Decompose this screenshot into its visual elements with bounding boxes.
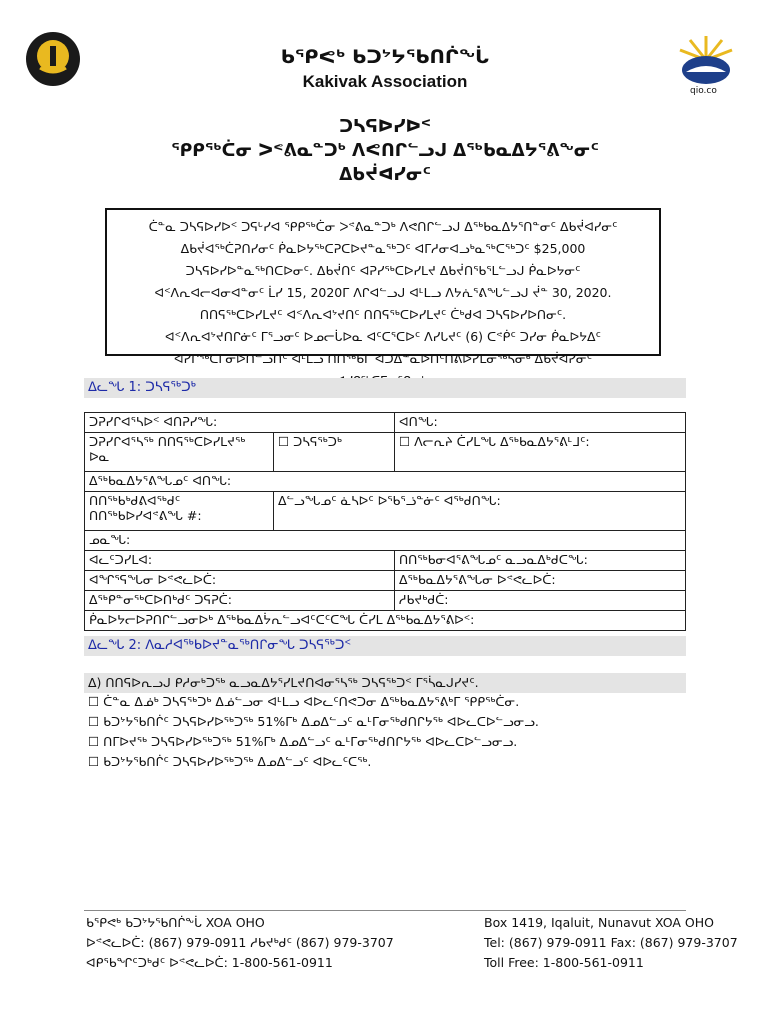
email-field[interactable]: ᐃᖅᑭᓐᓂᖅᑕᐅᑎᒃᑯᑦ ᑐᕋᕈᑖ:	[85, 591, 395, 611]
applicant-checkbox[interactable]: ☐ ᑐᓴᕋᖅᑐᒃ	[274, 433, 395, 472]
business-revenue-field[interactable]: ᑮᓇᐅᔭᓕᐅᕈᑎᒋᓪᓗᓂᐅᒃ ᐃᖅᑲᓇᐃᔮᕆᓪᓗᐊᑦᑕᑦᑕᖓ ᑖᓯᒪ ᐃᖅᑲᓇᐃᔭᕐᕕᐅᑉ:	[85, 611, 686, 631]
option-checkbox-4[interactable]: ☐ ᑲᑐᔾᔭᕐᑲᑎᒌᑦ ᑐᓴᕋᐅᓯᐅᖅᑐᖅ ᐃᓄᐃᓪᓗᑦ ᐊᐅᓚᑦᑕᖅ.	[88, 754, 372, 769]
fax-field[interactable]: ᓱᑲᔪᒃᑯᑖ:	[395, 591, 686, 611]
footer-right	[484, 913, 738, 973]
business-name-field[interactable]: ᐃᖅᑲᓇᐃᔭᕐᕕᖓᓄᑦ ᐊᑎᖓ:	[85, 472, 686, 492]
section-1-heading: ᐃᓚᖓ 1: ᑐᓴᕋᖅᑐᒃ	[84, 378, 686, 398]
section-2-subheading: ᐃ) ᑎᑎᕋᐅᕆᓗᒍ ᑭᓱᓂᒃᑐᖅ ᓇᓗᓇᐃᔭᕐᓯᒪᔪᑎᐊᓂᕐᓴᖅ ᑐᓴᕋᖅᑐᑉ ᒥᕐᓵᓇᒍᓯᔪᑦ.	[84, 673, 686, 693]
name-field[interactable]: ᐊᑎᖓ:	[395, 413, 686, 433]
contact-field[interactable]: ᐊᓚᑦᑐᓯᒪᐊ:	[85, 551, 395, 571]
community-field[interactable]: ᓄᓇᖓ:	[85, 531, 686, 551]
applicant-form-table	[84, 412, 686, 631]
address-field[interactable]: ᐃᓪᓗᖓᓄᑦ ᓈᓴᐅᑦ ᐅᖃᕐᓘᓐᓃᑦ ᐊᖅᑯᑎᖓ:	[274, 492, 686, 531]
footer-right-line: Box 1419, Iqaluit, Nunavut XOA OHO	[484, 915, 714, 930]
option-checkbox-2[interactable]: ☐ ᑲᑐᔾᔭᕐᑲᑎᒌᑦ ᑐᓴᕋᐅᓯᐅᖅᑐᖅ 51%ᒥᒃ ᐃᓄᐃᓪᓗᑦ ᓇᒻᒥᓂᖅᑯᑎᒋᔭᖅ ᐊᐅᓚᑕᐅᓪᓗᓂᓗ.	[88, 714, 539, 729]
org-name-english: Kakivak Association	[302, 72, 468, 91]
postal-code-field[interactable]: ᑎᑎᖅᑲᓂᐊᕐᕕᖓᓄᑦ ᓇᓗᓇᐃᒃᑯᑕᖓ:	[395, 551, 686, 571]
footer-left-line: ᐊᑭᖃᖏᑦᑐᒃᑯᑦ ᐅᕝᕙᓚᐅᑖ: 1-800-561-0911	[86, 955, 333, 970]
footer-left-line: ᐅᕝᕙᓚᐅᑖ: (867) 979-0911 ᓱᑲᔪᒃᑯᑦ (867) 979-3707	[86, 935, 394, 950]
option-checkbox-1[interactable]: ☐ ᑖᓐᓇ ᐃᓅᒃ ᑐᓴᕋᖅᑐᒃ ᐃᓅᓪᓗᓂ ᐊᒻᒪᓗ ᐊᐅᓚᑦᑎᕙᑐᓂ ᐃᖅᑲᓇᐃᔭᕐᕕᒃᒥ ᕿᑭᖅᑖᓂ.	[88, 694, 520, 709]
intro-line: ᑎᑎᕋᖅᑕᐅᓯᒪᔪᑦ ᐊᑉᐱᕆᐊᔾᔪᑎᑦ ᑎᑎᕋᖅᑕᐅᓯᒪᔪᑦ ᑖᒃᑯᐊ ᑐᓴᕋᐅᓯᐅᑎᓂᑦ.	[199, 307, 567, 322]
footer-left	[86, 913, 394, 973]
corporation-number-field[interactable]: ᑎᑎᖅᑲᒃᑯᕕᐊᕐᒃᑯᑦ ᑎᑎᖅᑲᐅᓯᐊᕝᕕᖓ #:	[85, 492, 274, 531]
org-name-syllabics: ᑲᕿᕙᒃ ᑲᑐᔾᔭᕐᑲᑎᒌᖕᒑ	[280, 46, 490, 68]
intro-line: ᐃᑲᔫᐊᖅᑖᕈᑎᓯᓂᑦ ᑮᓇᐅᔭᖅᑕᕈᑕᐅᔪᓐᓇᖅᑐᑦ ᐊᒥᓱᓂᐊᓗᒃᓇᖅᑕᖅᑐᑦ $25,000	[180, 241, 586, 256]
intro-line: ᑐᓴᕋᐅᓯᐅᓐᓇᖅᑎᑕᐅᓂᑦ. ᐃᑲᔫᑎᑦ ᐊᕈᓯᖅᑕᐅᓯᒪᔪ ᐃᑲᔫᑎᖃᕐᒪᓪᓗᒍ ᑮᓇᐅᔭᓂᑦ	[185, 263, 581, 278]
intro-line: ᐊᑉᐱᕆᐊᔾᔪᑎᒋᓃᑦ ᒥᕐᓗᓂᑦ ᐅᓄᓕᒑᐅᓇ ᐊᑦᑕᕐᑕᐅᑦ ᐱᓯᒐᔪᑦ (6) ᑕᕝᑮᑦ ᑐᓯᓂ ᑮᓇᐅᔭᐃᑦ	[165, 329, 601, 344]
applicant-name-field[interactable]: ᑐᕈᓯᒋᐊᕐᓴᐅᑉ ᐊᑎᕈᓯᖓ:	[85, 413, 395, 433]
registered-as-label: ᑐᕈᓯᒋᐊᕐᓴᖅ ᑎᑎᕋᖅᑕᐅᓯᒪᔪᖅ ᐅᓇ	[85, 433, 274, 472]
logo-caption: qio.co	[690, 86, 717, 96]
business-phone-field[interactable]: ᐃᖅᑲᓇᐃᔭᕐᕕᖓᓂ ᐅᕝᕙᓚᐅᑖ:	[395, 571, 686, 591]
footer-divider	[84, 910, 686, 911]
section-2-heading: ᐃᓚᖓ 2: ᐱᓇᓱᐊᖅᑲᐅᔪᓐᓇᖅᑎᒋᓂᖓ ᑐᓴᕋᖅᑐᑉ	[84, 636, 686, 656]
title-line-2: ᕿᑭᖅᑖᓂ ᐳᕝᕕᓇᓐᑐᒃ ᐱᕙᑎᒋᓪᓗᒍ ᐃᖅᑲᓇᐃᔭᕐᕕᖕᓂᑦ	[171, 141, 599, 161]
intro-line: ᐊᓯᒋᖅᑕᒥᓂᐅᑎᓪᓗᑎᑦ ᐊᒻᒪᓗ ᑎᑎᖅᑲᒥ ᐊᑐᐃᓐᓇᐅᑎᑦᑎᕕᐅᓯᒪᓂᖅᓴᓂᒃ ᐃᑲᔫᐊᓯᓂᑦ	[173, 351, 593, 366]
intro-box	[105, 208, 661, 366]
employee-checkbox[interactable]: ☐ ᐱᓕᕆᔨ ᑖᓯᒪᖓ ᐃᖅᑲᓇᐃᔭᕐᕕᒻᒧᑦ:	[395, 433, 686, 472]
intro-line: ᐊᑉᐱᕆᐊᓕᐊᓂᐊᓐᓂᑦ ᒫᓯ 15, 2020ᒥ ᐱᒋᐊᓪᓗᒍ ᐊᒻᒪᓗ ᐱᔭᕇᕐᕕᖓᓪᓗᒍ ᔫᓐ 30, 2020.	[154, 285, 612, 300]
intro-line: ᑖᓐᓇ ᑐᓴᕋᐅᓯᐅᑉ ᑐᕋᒡᓯᐊ ᕿᑭᖅᑖᓂ ᐳᕝᕕᓇᓐᑐᒃ ᐱᕙᑎᒋᓪᓗᒍ ᐃᖅᑲᓇᐃᔭᕐᑎᓐᓂᑦ ᐃᑲᔫᐊᓯᓂᑦ	[148, 219, 618, 234]
footer-right-line: Toll Free: 1-800-561-0911	[484, 955, 644, 970]
title-line-1: ᑐᓴᕋᐅᓯᐅᑉ	[339, 117, 431, 137]
title-line-3: ᐃᑲᔫᐊᓯᓂᑦ	[339, 165, 431, 185]
footer-left-line: ᑲᕿᕙᒃ ᑲᑐᔾᔭᕐᑲᑎᒌᖕᒑ XOA OHO	[86, 915, 265, 930]
option-checkbox-3[interactable]: ☐ ᑎᒥᐅᔪᖅ ᑐᓴᕋᐅᓯᐅᖅᑐᖅ 51%ᒥᒃ ᐃᓄᐃᓪᓗᑦ ᓇᒻᒥᓂᕐᒃᑯᑎᒋᔭᖅ ᐊᐅᓚᑕᐅᓪᓗᓂᓗ.	[88, 734, 518, 749]
home-phone-field[interactable]: ᐊᖏᕐᕋᖓᓂ ᐅᕝᕙᓚᐅᑖ:	[85, 571, 395, 591]
footer-right-line: Tel: (867) 979-0911 Fax: (867) 979-3707	[484, 935, 738, 950]
